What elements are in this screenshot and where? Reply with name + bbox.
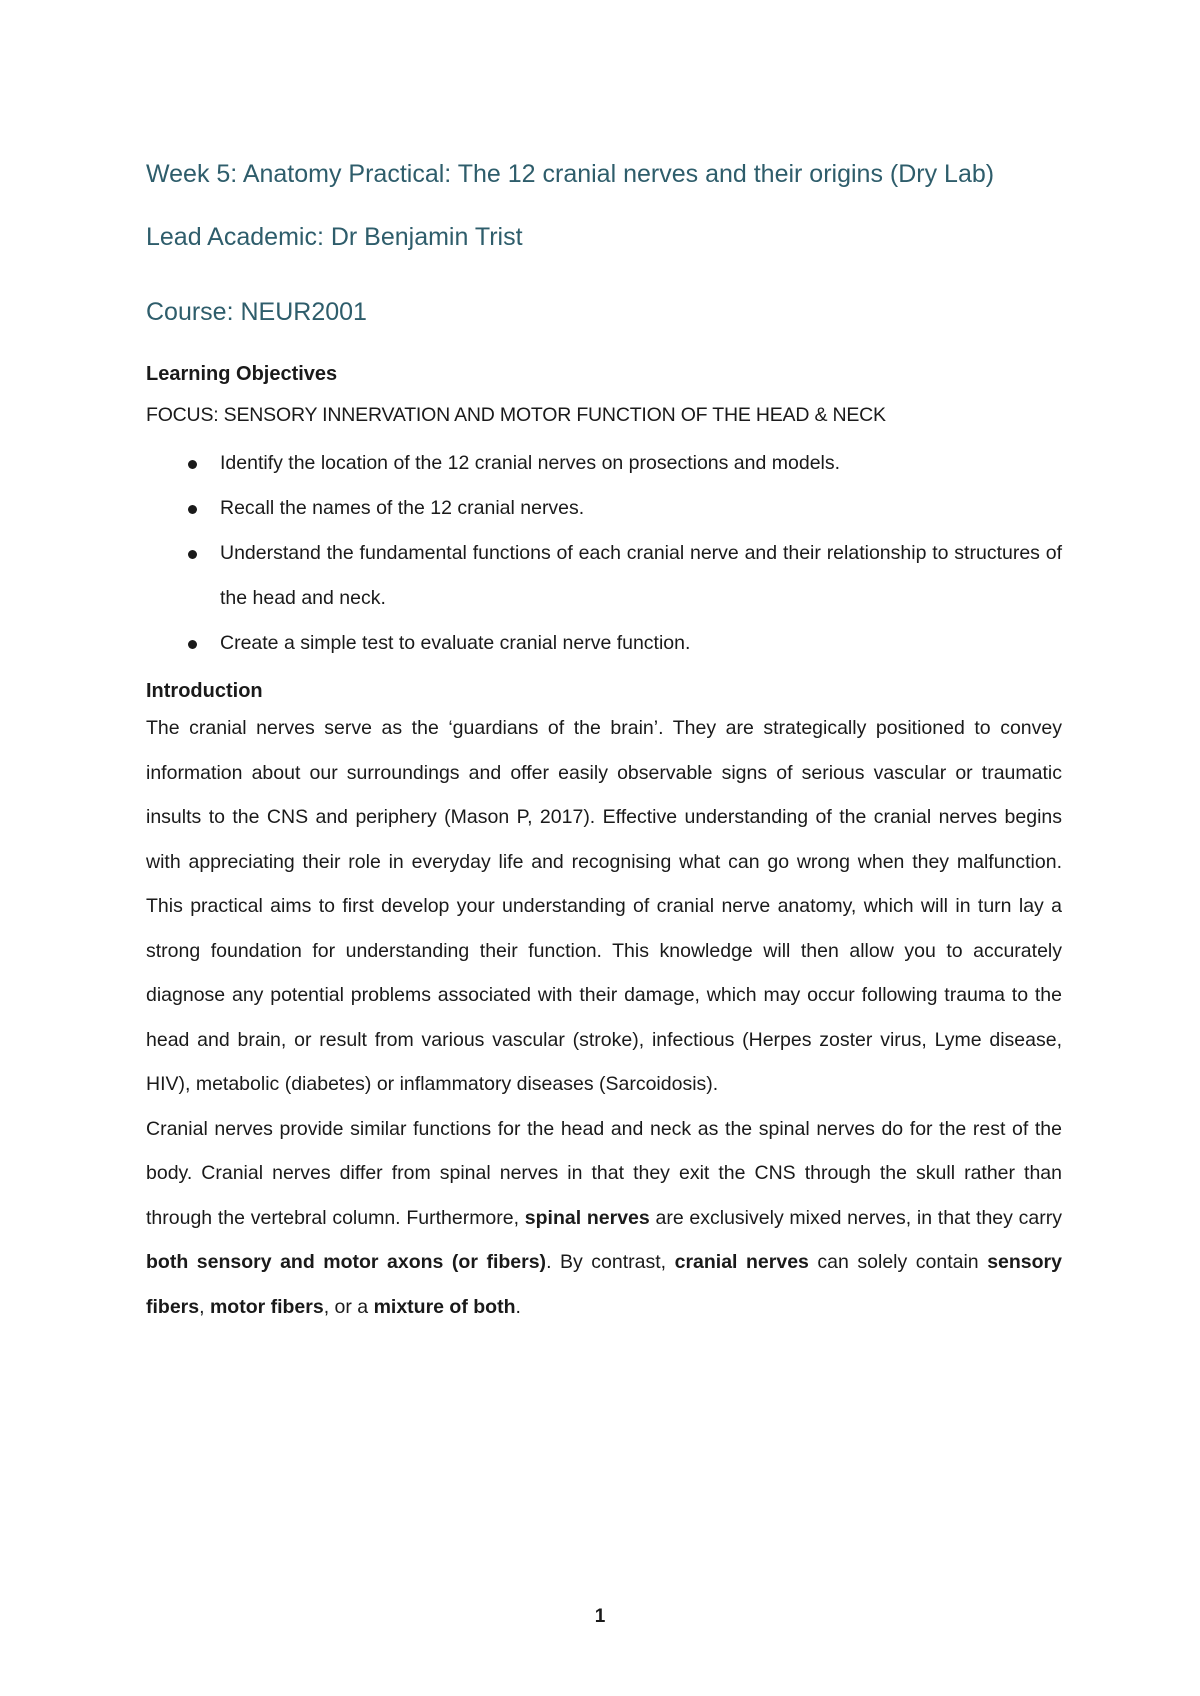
objective-item	[146, 621, 1062, 666]
objective-item	[146, 531, 1062, 621]
focus-statement: FOCUS: SENSORY INNERVATION AND MOTOR FUNCTION OF THE HEAD & NECK	[146, 404, 886, 426]
page-content	[146, 150, 1062, 1329]
bullet-icon	[188, 640, 197, 649]
objective-item	[146, 441, 1062, 486]
emphasis-motor-fibers: motor fibers	[209, 1295, 324, 1318]
paragraph-text: Cranial nerves provide similar functions for the head and neck as the spinal nerves do for the rest of the body. Cranial nerves differ from spinal nerves in that they exit the CNS through the skull rather than through the vertebral column. Furthermore,	[146, 1117, 1062, 1229]
paragraph-text: can solely contain	[808, 1251, 988, 1273]
introduction-paragraph-1: The cranial nerves serve as the ‘guardians of the brain’. They are strategically positioned to convey information about our surroundings and offer easily observable signs of serious vascular or traumatic insults to the CNS and periphery (Mason P, 2017). Effective understanding of the cranial nerves begins with appreciating their role in everyday life and recognising what can go wrong when they malfunction. This practical aims to first develop your understanding of cranial nerve anatomy, which will in turn lay a strong foundation for understanding their function. This knowledge will then allow you to accurately diagnose any potential problems associated with their damage, which may occur following trauma to the head and brain, or result from various vascular (stroke), infectious (Herpes zoster virus, Lyme disease, HIV), metabolic (diabetes) or inflammatory diseases (Sarcoidosis).	[146, 717, 1062, 1095]
paragraph-text: , or a	[323, 1295, 374, 1318]
learning-objectives-heading: Learning Objectives	[146, 363, 338, 385]
bullet-icon	[188, 550, 197, 559]
page-number: 1	[594, 1606, 606, 1627]
introduction-heading: Introduction	[146, 680, 263, 702]
lead-academic: Lead Academic: Dr Benjamin Trist	[146, 223, 523, 251]
paragraph-text: ,	[199, 1295, 210, 1318]
course-code: Course: NEUR2001	[146, 298, 367, 326]
objective-text: Understand the fundamental functions of each cranial nerve and their relationship to structures of the head and neck.	[220, 542, 1062, 609]
objective-text: Create a simple test to evaluate cranial nerve function.	[220, 632, 691, 654]
emphasis-spinal-nerves: spinal nerves	[524, 1206, 650, 1229]
paragraph-text: . By contrast,	[546, 1251, 675, 1273]
emphasis-sensory-fibers: sensory fibers	[146, 1251, 1062, 1318]
bullet-icon	[188, 460, 197, 469]
objectives-list	[146, 441, 1062, 666]
introduction-paragraph-2	[146, 1107, 1062, 1330]
objective-text: Recall the names of the 12 cranial nerves.	[220, 497, 585, 519]
paragraph-text: .	[515, 1295, 521, 1318]
bullet-icon	[188, 505, 197, 514]
objective-text: Identify the location of the 12 cranial nerves on prosections and models.	[220, 452, 841, 474]
document-title: Week 5: Anatomy Practical: The 12 cranial nerves and their origins (Dry Lab)	[146, 160, 995, 188]
emphasis-mixture: mixture of both	[373, 1295, 516, 1318]
emphasis-cranial-nerves: cranial nerves	[674, 1251, 809, 1273]
objective-item	[146, 486, 1062, 531]
paragraph-text: are exclusively mixed nerves, in that they carry	[649, 1206, 1062, 1229]
emphasis-sensory-motor-axons: both sensory and motor axons (or fibers)	[146, 1251, 547, 1273]
